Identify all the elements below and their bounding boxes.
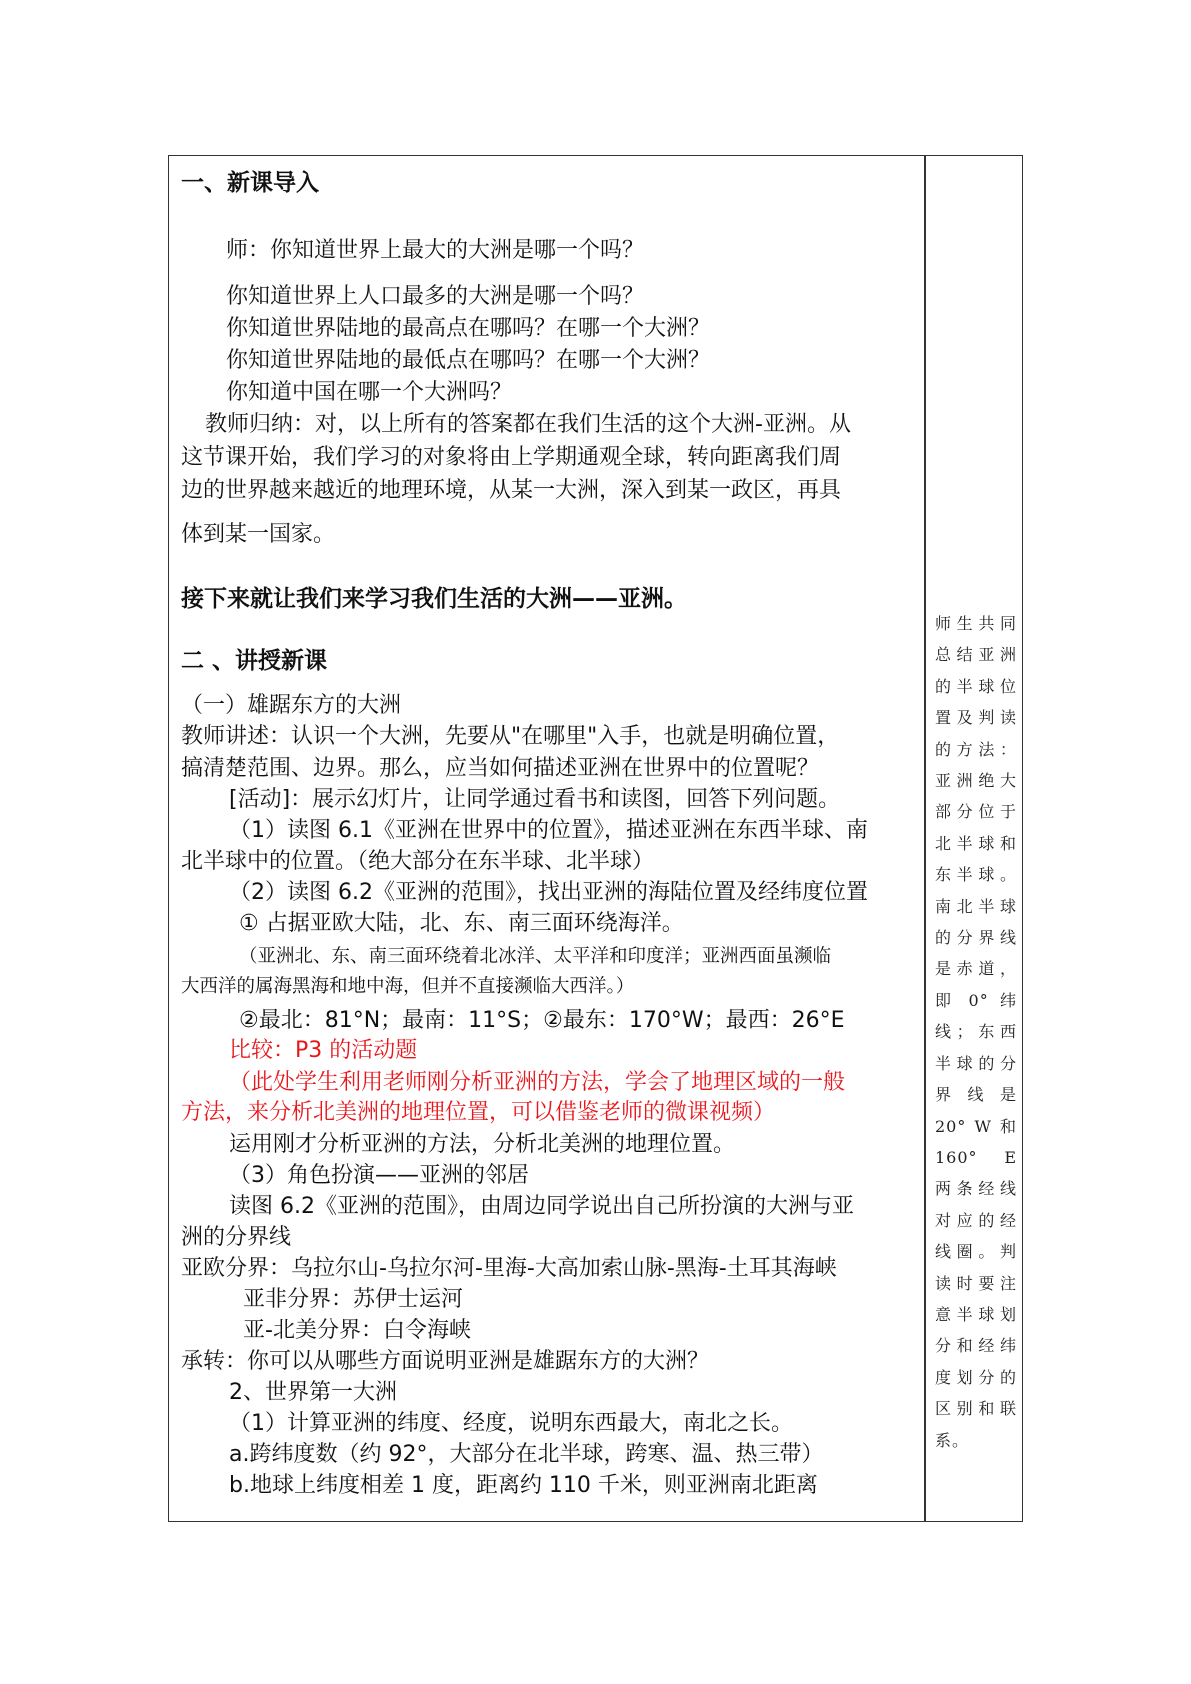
- answer-line: ① 占据亚欧大陆，北、东、南三面环绕海洋。: [239, 911, 684, 936]
- column-divider: [924, 155, 926, 1522]
- section-heading-intro: 一、新课导入: [181, 170, 319, 196]
- question-line: 你知道中国在哪一个大洲吗？: [226, 380, 513, 405]
- subsection-heading: （一）雄踞东方的大洲: [181, 693, 402, 718]
- summary-line: 教师归纳：对，以上所有的答案都在我们生活的这个大洲-亚洲。从: [205, 412, 851, 437]
- activity-line: [活动]：展示幻灯片，让同学通过看书和读图，回答下列问题。: [229, 787, 841, 812]
- note-line: 大西洋的属海黑海和地中海，但并不直接濒临大西洋。）: [181, 976, 635, 997]
- compare-line: 比较：P3 的活动题: [229, 1038, 418, 1063]
- body-line: 搞清楚范围、边界。那么，应当如何描述亚洲在世界中的位置呢？: [181, 756, 820, 781]
- task-line: 北半球中的位置。（绝大部分在东半球、北半球）: [181, 849, 655, 874]
- summary-line: 体到某一国家。: [181, 522, 336, 547]
- side-note: [935, 608, 1017, 1456]
- question-line: 你知道世界上人口最多的大洲是哪一个吗？: [226, 284, 645, 309]
- boundary-line: 亚欧分界：乌拉尔山-乌拉尔河-里海-大高加索山脉-黑海-土耳其海峡: [181, 1256, 837, 1281]
- task-line: （1）计算亚洲的纬度、经度，说明东西最大，南北之长。: [229, 1411, 793, 1436]
- task-line: a.跨纬度数（约 92°，大部分在北半球，跨寒、温、热三带）: [229, 1442, 824, 1467]
- coordinates-line: ②最北：81°N；最南：11°S；②最东：170°W；最西：26°E: [239, 1008, 845, 1033]
- boundary-line: 亚非分界：苏伊士运河: [243, 1287, 464, 1312]
- summary-line: 这节课开始，我们学习的对象将由上学期通观全球，转向距离我们周: [181, 445, 842, 470]
- task-line: 洲的分界线: [181, 1225, 292, 1250]
- subsection-heading: 2、世界第一大洲: [229, 1380, 397, 1405]
- teacher-question: 师：你知道世界上最大的大洲是哪一个吗？: [226, 238, 645, 263]
- highlight-line: （此处学生利用老师刚分析亚洲的方法，学会了地理区域的一般: [229, 1070, 846, 1095]
- question-line: 你知道世界陆地的最高点在哪吗？在哪一个大洲？: [226, 316, 711, 341]
- transition-line: 接下来就让我们来学习我们生活的大洲——亚洲。: [181, 586, 687, 612]
- boundary-line: 亚-北美分界：白令海峡: [243, 1318, 471, 1343]
- summary-line: 边的世界越来越近的地理环境，从某一大洲，深入到某一政区，再具: [181, 478, 842, 503]
- section-heading-new-lesson: 二 、讲授新课: [181, 648, 328, 674]
- side-note-text: 师生共同总结亚洲的半球位置及判读的方法：亚洲绝大部分位于北半球和东半球。南北半球的分界线是赤道，即 0° 纬线；东西半球的分界线是 20° W 和 160° E 两条经线对应的经线圈。判读时要注意半球划分和经纬度划分的区别和联系。: [935, 614, 1017, 1450]
- highlight-line: 方法，来分析北美洲的地理位置，可以借鉴老师的微课视频）: [181, 1100, 776, 1125]
- task-line: b.地球上纬度相差 1 度，距离约 110 千米，则亚洲南北距离: [229, 1473, 818, 1498]
- body-line: 运用刚才分析亚洲的方法，分析北美洲的地理位置。: [229, 1132, 736, 1157]
- task-line: （2）读图 6.2《亚洲的范围》，找出亚洲的海陆位置及经纬度位置: [229, 880, 868, 905]
- task-line: 读图 6.2《亚洲的范围》，由周边同学说出自己所扮演的大洲与亚: [229, 1194, 854, 1219]
- note-line: （亚洲北、东、南三面环绕着北冰洋、太平洋和印度洋；亚洲西面虽濒临: [239, 946, 832, 967]
- question-line: 你知道世界陆地的最低点在哪吗？在哪一个大洲？: [226, 348, 711, 373]
- task-line: （1）读图 6.1《亚洲在世界中的位置》，描述亚洲在东西半球、南: [229, 818, 868, 843]
- transition-question: 承转：你可以从哪些方面说明亚洲是雄踞东方的大洲？: [181, 1349, 710, 1374]
- body-line: 教师讲述：认识一个大洲，先要从"在哪里"入手，也就是明确位置，: [181, 724, 840, 749]
- task-line: （3）角色扮演——亚洲的邻居: [229, 1163, 529, 1188]
